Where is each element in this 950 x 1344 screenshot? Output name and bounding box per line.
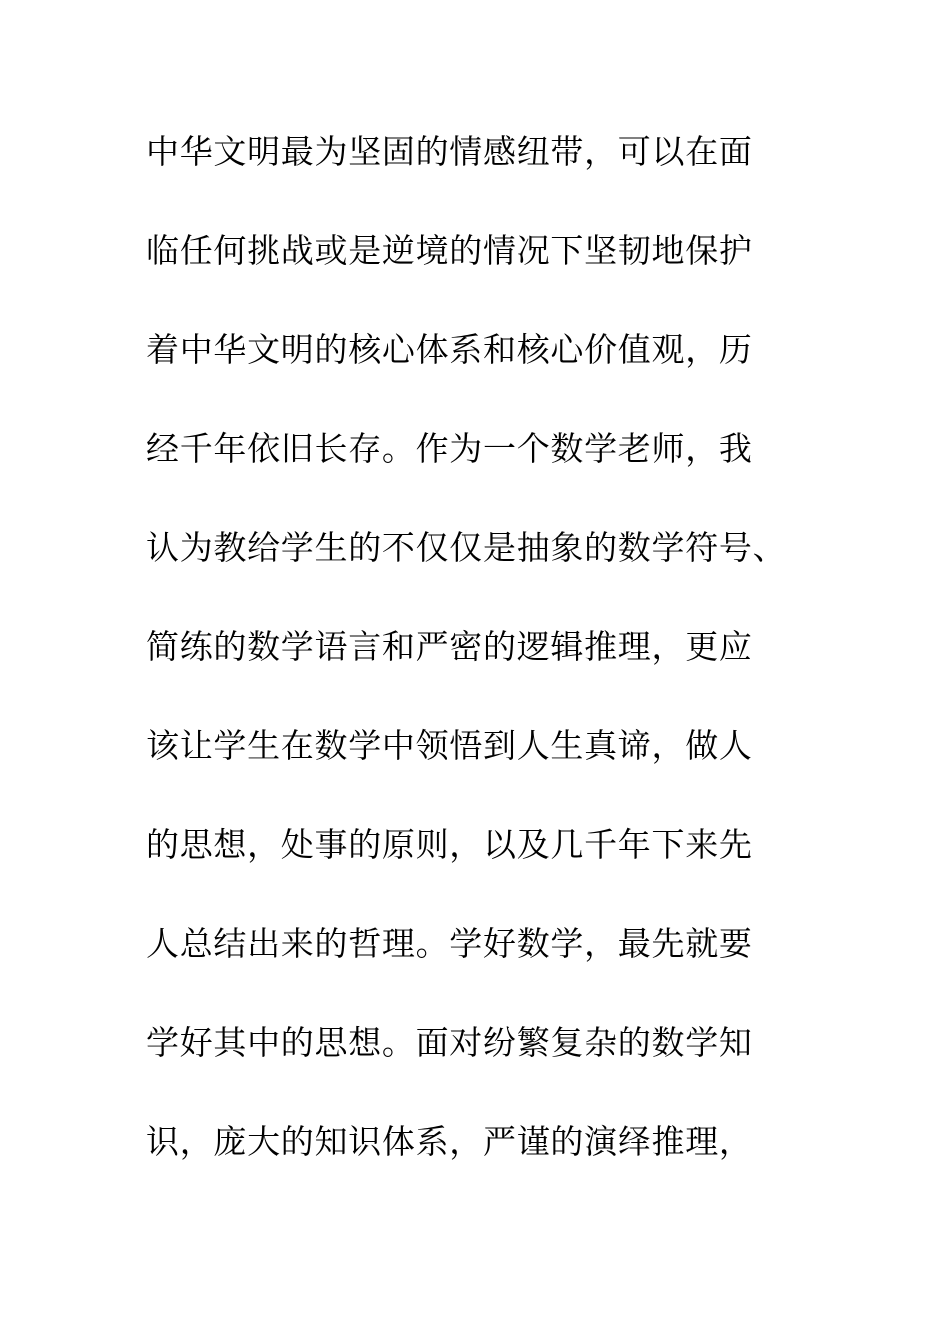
text-line: 中华文明最为坚固的情感纽带，可以在面: [146, 132, 753, 171]
text-line: 该让学生在数学中领悟到人生真谛，做人: [146, 726, 753, 765]
text-line: 识，庞大的知识体系，严谨的演绎推理，: [146, 1122, 753, 1161]
body-text: [146, 127, 786, 1216]
text-line: 着中华文明的核心体系和核心价值观，历: [146, 330, 753, 369]
text-line: 经千年依旧长存。作为一个数学老师，我: [146, 429, 753, 468]
text-line: 学好其中的思想。面对纷繁复杂的数学知: [146, 1023, 753, 1062]
text-line: 简练的数学语言和严密的逻辑推理，更应: [146, 627, 753, 666]
text-line: 认为教给学生的不仅仅是抽象的数学符号、: [146, 528, 787, 567]
text-line: 临任何挑战或是逆境的情况下坚韧地保护: [146, 231, 753, 270]
text-line: 的思想，处事的原则，以及几千年下来先: [146, 825, 753, 864]
text-line: 人总结出来的哲理。学好数学，最先就要: [146, 924, 753, 963]
